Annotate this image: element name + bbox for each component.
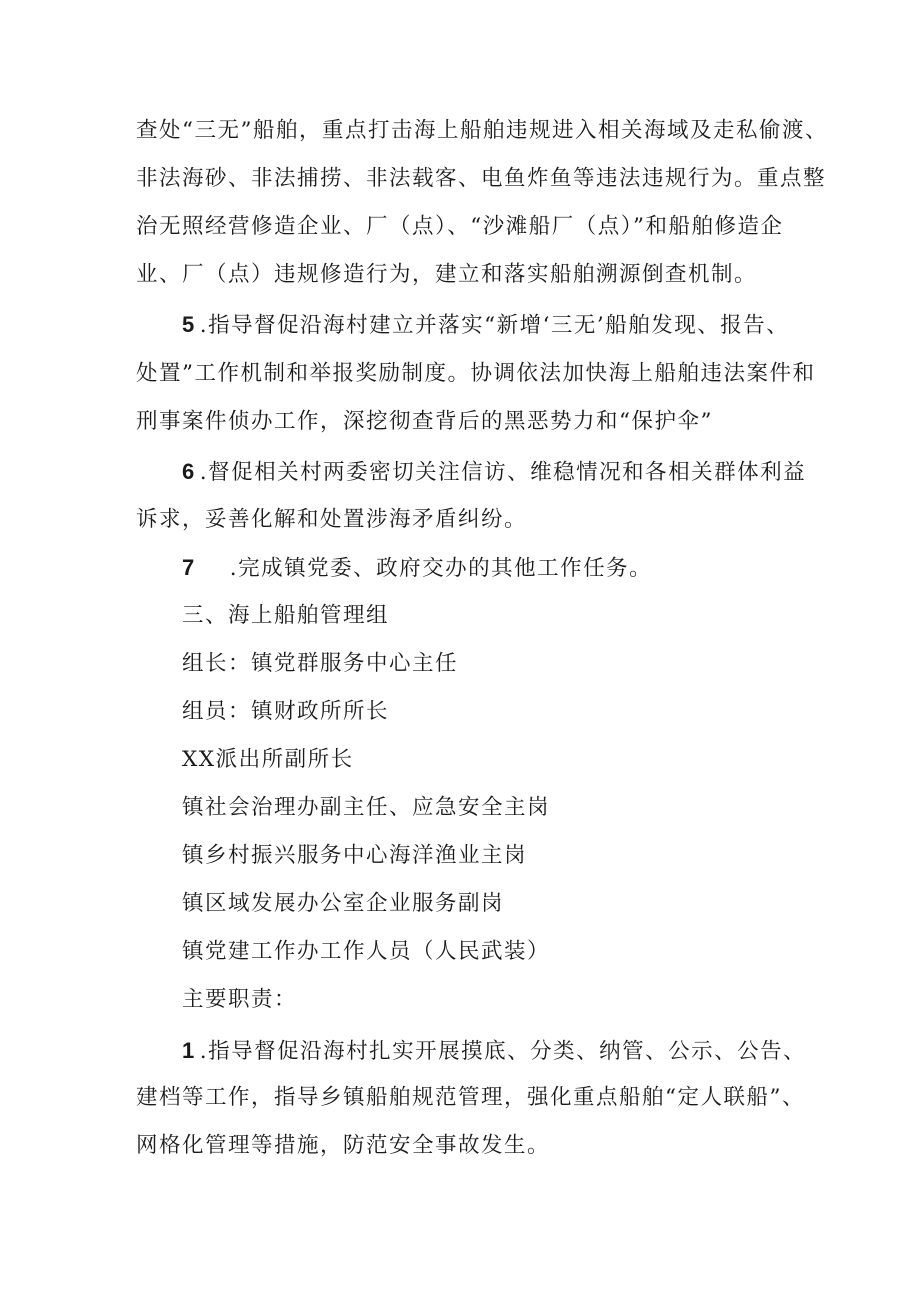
item-number: 6 — [182, 459, 196, 484]
paragraph-line: 查处“三无”船舶，重点打击海上船舶违规进入相关海域及走私偷渡、 — [136, 118, 828, 143]
item-text: .督促相关村两委密切关注信访、维稳情况和各相关群体利益 — [199, 460, 807, 485]
group-member: 镇区域发展办公室企业服务副岗 — [182, 891, 505, 916]
group-member: 镇乡村振兴服务中心海洋渔业主岗 — [182, 843, 528, 868]
group-member: 镇社会治理办副主任、应急安全主岗 — [182, 795, 551, 820]
group-member: XX派出所副所长 — [182, 747, 354, 772]
item-text: .完成镇党委、政府交办的其他工作任务。 — [229, 556, 653, 581]
paragraph-line: 处置”工作机制和举报奖励制度。协调依法加快海上船舶违法案件和 — [136, 361, 816, 386]
item-5 — [182, 310, 842, 340]
duties-label: 主要职责： — [182, 987, 298, 1012]
group-member: 镇党建工作办工作人员（人民武装） — [182, 939, 551, 964]
item-6 — [182, 457, 842, 487]
item-text: .指导督促沿海村扎实开展摸底、分类、纳管、公示、公告、 — [199, 1039, 807, 1064]
item-text: .指导督促沿海村建立并落实“新增‘三无’船舶发现、报告、 — [199, 313, 790, 338]
item-7 — [182, 553, 842, 583]
item-number: 5 — [182, 312, 196, 337]
paragraph-line: 网格化管理等措施，防范安全事故发生。 — [136, 1133, 551, 1158]
duty-1 — [182, 1036, 842, 1066]
paragraph-line: 刑事案件侦办工作，深挖彻查背后的黑恶势力和“保护伞” — [136, 409, 713, 434]
paragraph-line: 治无照经营修造企业、厂（点）、“沙滩船厂（点）”和船舶修造企 — [136, 214, 784, 239]
paragraph-line: 建档等工作，指导乡镇船舶规范管理，强化重点船舶“定人联船”、 — [136, 1085, 805, 1110]
paragraph-line: 诉求，妥善化解和处置涉海矛盾纠纷。 — [136, 507, 528, 532]
section-title: 三、海上船舶管理组 — [182, 603, 390, 628]
paragraph-line: 非法海砂、非法捕捞、非法载客、电鱼炸鱼等违法违规行为。重点整 — [136, 166, 827, 191]
item-number: 1 — [182, 1038, 196, 1063]
item-number: 7 — [182, 555, 196, 580]
group-members-label: 组员：镇财政所所长 — [182, 699, 390, 724]
group-leader: 组长：镇党群服务中心主任 — [182, 651, 459, 676]
paragraph-line: 业、厂（点）违规修造行为，建立和落实船舶溯源倒查机制。 — [136, 262, 758, 287]
